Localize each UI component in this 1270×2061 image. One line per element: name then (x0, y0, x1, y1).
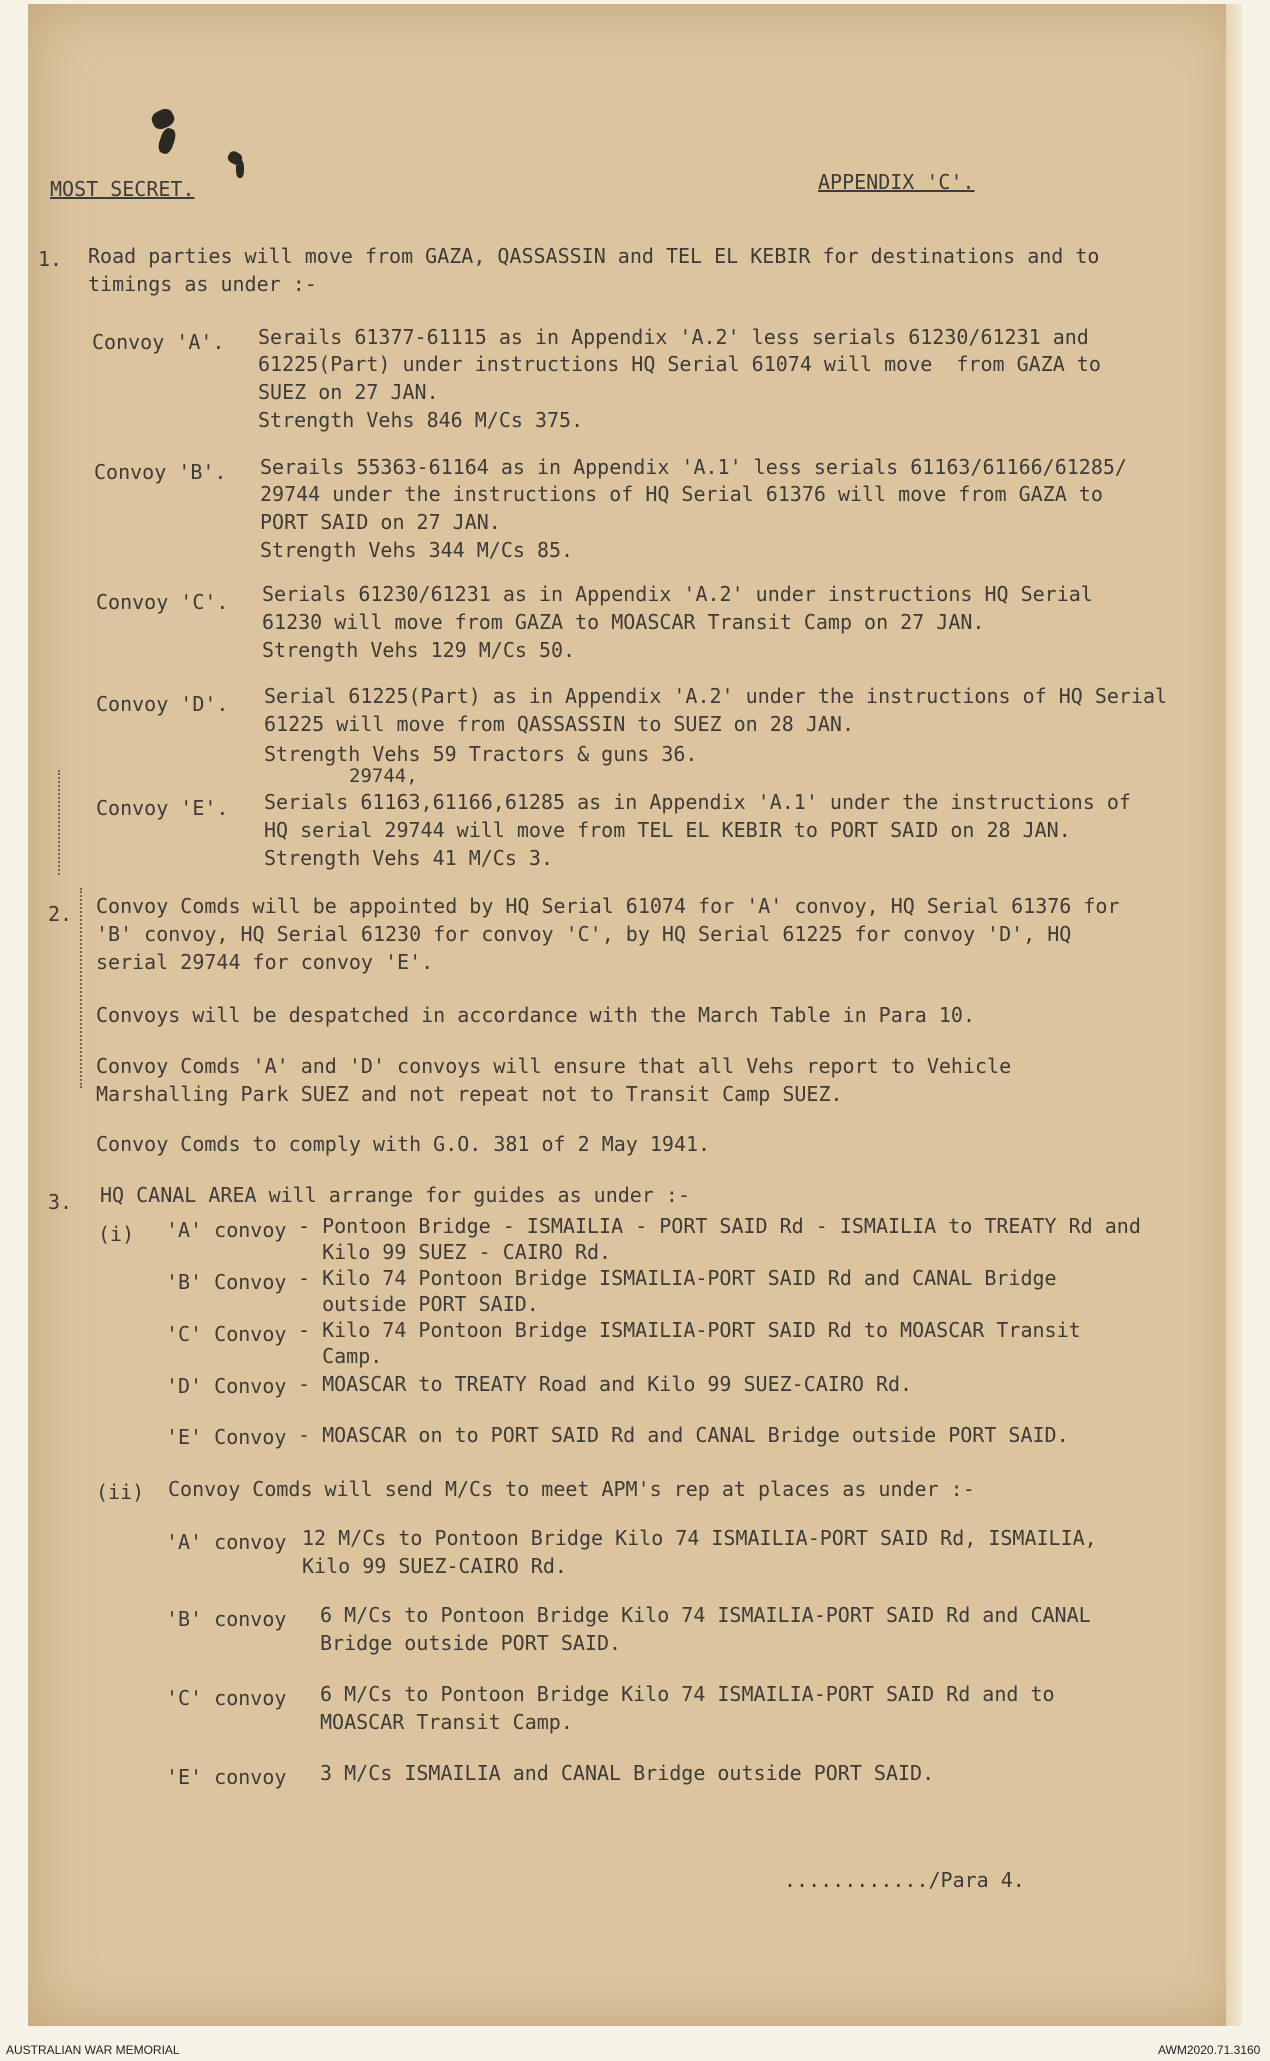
guide-item-label: 'B' Convoy (166, 1270, 287, 1294)
guide-item-line: - MOASCAR on to PORT SAID Rd and CANAL Bridge outside PORT SAID. (298, 1423, 1069, 1447)
guide-item-label: 'A' convoy (166, 1218, 287, 1242)
guide-item-label: 'D' Convoy (166, 1374, 287, 1398)
convoy-a-line: SUEZ on 27 JAN. (258, 380, 439, 404)
page-edge (1226, 4, 1242, 2026)
para3-sub2-number: (ii) (96, 1480, 145, 1504)
convoy-d-label: Convoy 'D'. (96, 692, 229, 716)
convoy-a-line: 61225(Part) under instructions HQ Serial 61074 will move from GAZA to (258, 352, 1101, 376)
para2-line: 'B' convoy, HQ Serial 61230 for convoy 'C', by HQ Serial 61225 for convoy 'D', HQ (96, 922, 1072, 946)
mc-item-line: 6 M/Cs to Pontoon Bridge Kilo 74 ISMAILIA-PORT SAID Rd and to (308, 1682, 1055, 1706)
convoy-c-line: 61230 will move from GAZA to MOASCAR Transit Camp on 27 JAN. (262, 610, 985, 634)
mc-item-label: 'A' convoy (166, 1530, 287, 1554)
guide-item-line: outside PORT SAID. (298, 1292, 539, 1316)
para2-line: serial 29744 for convoy 'E'. (96, 950, 434, 974)
convoy-b-line: Serails 55363-61164 as in Appendix 'A.1' less serials 61163/61166/61285/ (260, 455, 1127, 479)
mc-item-line: 12 M/Cs to Pontoon Bridge Kilo 74 ISMAILIA-PORT SAID Rd, ISMAILIA, (302, 1526, 1097, 1550)
para1-intro-line: Road parties will move from GAZA, QASSASSIN and TEL EL KEBIR for destinations and to (88, 244, 1100, 268)
para1-number: 1. (38, 247, 63, 271)
para2-line: Convoy Comds to comply with G.O. 381 of 2 May 1941. (96, 1132, 711, 1156)
convoy-c-label: Convoy 'C'. (96, 590, 229, 614)
convoy-a-line: Strength Vehs 846 M/Cs 375. (258, 408, 584, 432)
continuation-note: ............/Para 4. (784, 1868, 1025, 1892)
convoy-b-line: 29744 under the instructions of HQ Serial 61376 will move from GAZA to (260, 482, 1103, 506)
mc-item-label: 'E' convoy (166, 1765, 287, 1789)
para2-number: 2. (48, 902, 73, 926)
convoy-d-line: Strength Vehs 59 Tractors & guns 36. (264, 742, 698, 766)
convoy-e-line: HQ serial 29744 will move from TEL EL KEBIR to PORT SAID on 28 JAN. (264, 818, 1071, 842)
margin-bracket (58, 770, 60, 875)
mc-item-line: 3 M/Cs ISMAILIA and CANAL Bridge outside PORT SAID. (308, 1761, 935, 1785)
convoy-c-line: Serials 61230/61231 as in Appendix 'A.2' under instructions HQ Serial (262, 582, 1093, 606)
footer-source: AUSTRALIAN WAR MEMORIAL (6, 2043, 180, 2057)
mc-item-label: 'B' convoy (166, 1607, 287, 1631)
guide-item-line: - Pontoon Bridge - ISMAILIA - PORT SAID Rd - ISMAILIA to TREATY Rd and (298, 1214, 1141, 1238)
guide-item-line: Camp. (298, 1344, 383, 1368)
convoy-a-line: Serails 61377-61115 as in Appendix 'A.2' less serials 61230/61231 and (258, 325, 1089, 349)
guide-item-label: 'E' Convoy (166, 1425, 287, 1449)
margin-bracket (80, 888, 82, 1088)
para2-line: Marshalling Park SUEZ and not repeat not to Transit Camp SUEZ. (96, 1082, 843, 1106)
guide-item-line: Kilo 99 SUEZ - CAIRO Rd. (298, 1240, 612, 1264)
para2-line: Convoy Comds will be appointed by HQ Serial 61074 for 'A' convoy, HQ Serial 61376 for (96, 894, 1120, 918)
security-classification: MOST SECRET. (50, 177, 195, 201)
mc-item-line: MOASCAR Transit Camp. (320, 1710, 573, 1734)
convoy-b-line: Strength Vehs 344 M/Cs 85. (260, 538, 574, 562)
convoy-b-label: Convoy 'B'. (94, 460, 227, 484)
guide-item-line: - Kilo 74 Pontoon Bridge ISMAILIA-PORT SAID Rd and CANAL Bridge (298, 1266, 1057, 1290)
convoy-e-insertion: 29744, (349, 765, 418, 787)
mc-item-line: 6 M/Cs to Pontoon Bridge Kilo 74 ISMAILIA-PORT SAID Rd and CANAL (308, 1603, 1091, 1627)
guide-item-label: 'C' Convoy (166, 1322, 287, 1346)
convoy-d-line: 61225 will move from QASSASSIN to SUEZ on 28 JAN. (264, 712, 855, 736)
convoy-e-line: Serials 61163,61166,61285 as in Appendix 'A.1' under the instructions of (264, 790, 1131, 814)
para1-intro-line: timings as under :- (88, 272, 317, 296)
convoy-d-line: Serial 61225(Part) as in Appendix 'A.2' under the instructions of HQ Serial (264, 684, 1168, 708)
para3-intro: HQ CANAL AREA will arrange for guides as under :- (100, 1183, 691, 1207)
convoy-e-line: Strength Vehs 41 M/Cs 3. (264, 846, 553, 870)
convoy-a-label: Convoy 'A'. (92, 330, 225, 354)
convoy-c-line: Strength Vehs 129 M/Cs 50. (262, 638, 576, 662)
convoy-e-label: Convoy 'E'. (96, 796, 229, 820)
guide-item-line: - MOASCAR to TREATY Road and Kilo 99 SUEZ-CAIRO Rd. (298, 1372, 913, 1396)
footer-catalogue-id: AWM2020.71.3160 (1158, 2043, 1261, 2057)
para2-line: Convoy Comds 'A' and 'D' convoys will ensure that all Vehs report to Vehicle (96, 1054, 1012, 1078)
punch-hole-mark (236, 160, 244, 178)
para2-line: Convoys will be despatched in accordance with the March Table in Para 10. (96, 1003, 975, 1027)
para3-sub1-number: (i) (98, 1222, 135, 1246)
mc-item-label: 'C' convoy (166, 1686, 287, 1710)
mc-item-line: Kilo 99 SUEZ-CAIRO Rd. (302, 1554, 567, 1578)
convoy-b-line: PORT SAID on 27 JAN. (260, 510, 501, 534)
guide-item-line: - Kilo 74 Pontoon Bridge ISMAILIA-PORT SAID Rd to MOASCAR Transit (298, 1318, 1081, 1342)
mc-item-line: Bridge outside PORT SAID. (320, 1631, 622, 1655)
para3-number: 3. (48, 1190, 73, 1214)
appendix-title: APPENDIX 'C'. (818, 170, 975, 194)
para3-sub2-intro: Convoy Comds will send M/Cs to meet APM's rep at places as under :- (168, 1477, 975, 1501)
